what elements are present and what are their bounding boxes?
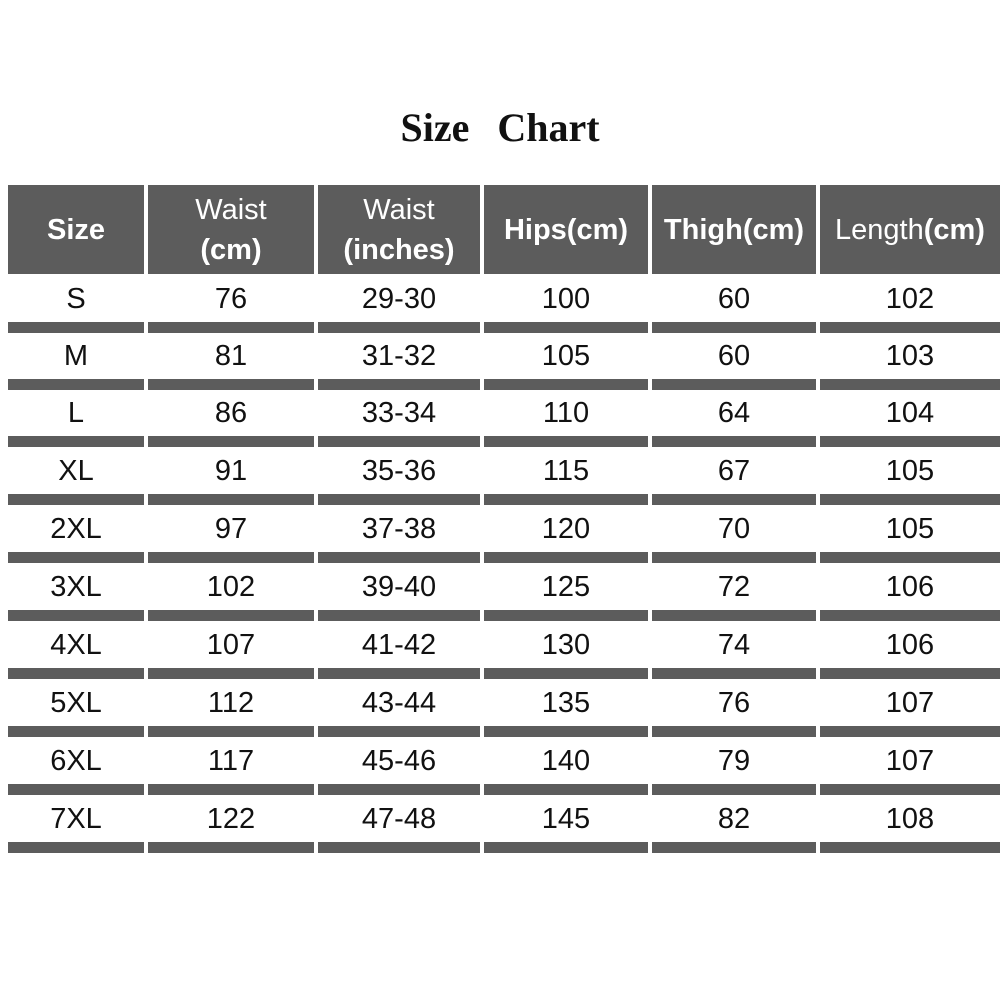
row-separator (820, 668, 1000, 679)
cell-hips: 125 (541, 570, 591, 603)
cell-hips: 135 (541, 686, 591, 719)
table-row (0, 680, 1000, 737)
row-separator (484, 494, 648, 505)
row-separator (484, 668, 648, 679)
cell-waist-inches: 33-34 (361, 396, 437, 429)
cell-length: 105 (885, 512, 935, 545)
cell-thigh: 64 (717, 396, 751, 429)
row-separator (484, 322, 648, 333)
cell-waist-inches: 37-38 (361, 512, 437, 545)
row-separator (148, 842, 314, 853)
row-separator (148, 494, 314, 505)
row-separator (148, 436, 314, 447)
header-length-line1: Length (835, 213, 924, 246)
cell-waist-inches: 45-46 (361, 744, 437, 777)
row-separator (652, 610, 816, 621)
row-separator (652, 842, 816, 853)
row-separator (820, 552, 1000, 563)
table-row (0, 622, 1000, 679)
cell-size: M (63, 339, 89, 372)
row-separator (652, 322, 816, 333)
cell-hips: 145 (541, 802, 591, 835)
row-separator (652, 494, 816, 505)
cell-thigh: 72 (717, 570, 751, 603)
row-separator (820, 436, 1000, 447)
row-separator (652, 726, 816, 737)
row-separator (148, 668, 314, 679)
cell-thigh: 60 (717, 282, 751, 315)
cell-waist-inches: 43-44 (361, 686, 437, 719)
cell-waist-inches: 35-36 (361, 454, 437, 487)
header-length-unit: (cm) (923, 213, 985, 246)
row-separator (318, 610, 480, 621)
row-separator (148, 379, 314, 390)
row-separator (318, 379, 480, 390)
row-separator (8, 784, 144, 795)
row-separator (820, 610, 1000, 621)
table-row (0, 738, 1000, 795)
row-separator (652, 784, 816, 795)
cell-length: 104 (885, 396, 935, 429)
cell-waist-cm: 86 (214, 396, 248, 429)
cell-thigh: 70 (717, 512, 751, 545)
header-waist-cm-line2: (cm) (200, 233, 262, 266)
cell-size: 3XL (50, 570, 102, 603)
cell-size: 7XL (50, 802, 102, 835)
cell-waist-cm: 97 (214, 512, 248, 545)
cell-waist-cm: 102 (206, 570, 256, 603)
row-separator (148, 322, 314, 333)
header-thigh (652, 185, 816, 274)
cell-waist-cm: 76 (214, 282, 248, 315)
cell-thigh: 82 (717, 802, 751, 835)
table-row (0, 506, 1000, 563)
row-separator (652, 668, 816, 679)
header-size-line1: Size (46, 213, 106, 246)
row-separator (318, 436, 480, 447)
cell-length: 107 (885, 744, 935, 777)
row-separator (484, 842, 648, 853)
cell-size: 6XL (50, 744, 102, 777)
cell-length: 107 (885, 686, 935, 719)
table-row (0, 276, 1000, 333)
cell-thigh: 74 (717, 628, 751, 661)
row-separator (484, 726, 648, 737)
cell-thigh: 67 (717, 454, 751, 487)
header-hips (484, 185, 648, 274)
cell-waist-inches: 39-40 (361, 570, 437, 603)
row-separator (484, 784, 648, 795)
header-size (8, 185, 144, 274)
cell-hips: 140 (541, 744, 591, 777)
row-separator (8, 322, 144, 333)
header-length (820, 185, 1000, 274)
header-waist-cm-line1: Waist (195, 193, 267, 226)
cell-waist-inches: 31-32 (361, 339, 437, 372)
cell-size: XL (58, 454, 94, 487)
cell-hips: 110 (542, 396, 590, 429)
header-waist-inches-line1: Waist (363, 193, 435, 226)
cell-size: L (67, 396, 85, 429)
row-separator (8, 610, 144, 621)
cell-length: 105 (885, 454, 935, 487)
cell-length: 103 (885, 339, 935, 372)
row-separator (318, 842, 480, 853)
header-waist-inches (318, 185, 480, 274)
cell-waist-cm: 117 (207, 744, 255, 777)
row-separator (318, 726, 480, 737)
cell-hips: 115 (542, 454, 590, 487)
cell-waist-cm: 122 (206, 802, 256, 835)
row-separator (652, 379, 816, 390)
row-separator (318, 494, 480, 505)
cell-size: 5XL (50, 686, 102, 719)
row-separator (820, 726, 1000, 737)
row-separator (484, 436, 648, 447)
cell-hips: 130 (541, 628, 591, 661)
table-row (0, 390, 1000, 447)
row-separator (820, 379, 1000, 390)
row-separator (148, 726, 314, 737)
cell-thigh: 60 (717, 339, 751, 372)
table-row (0, 448, 1000, 505)
row-separator (8, 668, 144, 679)
cell-size: 4XL (50, 628, 102, 661)
cell-waist-cm: 107 (206, 628, 256, 661)
header-thigh-line1: Thigh(cm) (663, 213, 805, 246)
cell-waist-cm: 112 (207, 686, 255, 719)
row-separator (484, 379, 648, 390)
row-separator (148, 784, 314, 795)
cell-hips: 105 (541, 339, 591, 372)
row-separator (318, 552, 480, 563)
cell-length: 102 (885, 282, 935, 315)
cell-waist-inches: 29-30 (361, 282, 437, 315)
row-separator (8, 552, 144, 563)
cell-waist-cm: 91 (214, 454, 248, 487)
cell-hips: 100 (541, 282, 591, 315)
row-separator (820, 842, 1000, 853)
row-separator (8, 436, 144, 447)
header-hips-line1: Hips(cm) (503, 213, 629, 246)
row-separator (8, 379, 144, 390)
row-separator (820, 494, 1000, 505)
row-separator (652, 552, 816, 563)
row-separator (148, 552, 314, 563)
row-separator (8, 842, 144, 853)
cell-waist-inches: 41-42 (361, 628, 437, 661)
cell-thigh: 76 (717, 686, 751, 719)
row-separator (8, 494, 144, 505)
cell-waist-cm: 81 (214, 339, 248, 372)
row-separator (820, 784, 1000, 795)
row-separator (8, 726, 144, 737)
table-row (0, 796, 1000, 853)
cell-length: 108 (885, 802, 935, 835)
cell-length: 106 (885, 570, 935, 603)
row-separator (484, 610, 648, 621)
cell-thigh: 79 (717, 744, 751, 777)
row-separator (148, 610, 314, 621)
page-title: Size Chart (400, 105, 600, 150)
row-separator (318, 784, 480, 795)
cell-length: 106 (885, 628, 935, 661)
cell-hips: 120 (541, 512, 591, 545)
row-separator (484, 552, 648, 563)
row-separator (318, 668, 480, 679)
table-row (0, 564, 1000, 621)
header-waist-cm (148, 185, 314, 274)
table-row (0, 333, 1000, 390)
header-waist-inches-line2: (inches) (343, 233, 455, 266)
row-separator (652, 436, 816, 447)
cell-size: 2XL (50, 512, 102, 545)
row-separator (318, 322, 480, 333)
row-separator (820, 322, 1000, 333)
cell-size: S (66, 282, 86, 315)
cell-waist-inches: 47-48 (361, 802, 437, 835)
